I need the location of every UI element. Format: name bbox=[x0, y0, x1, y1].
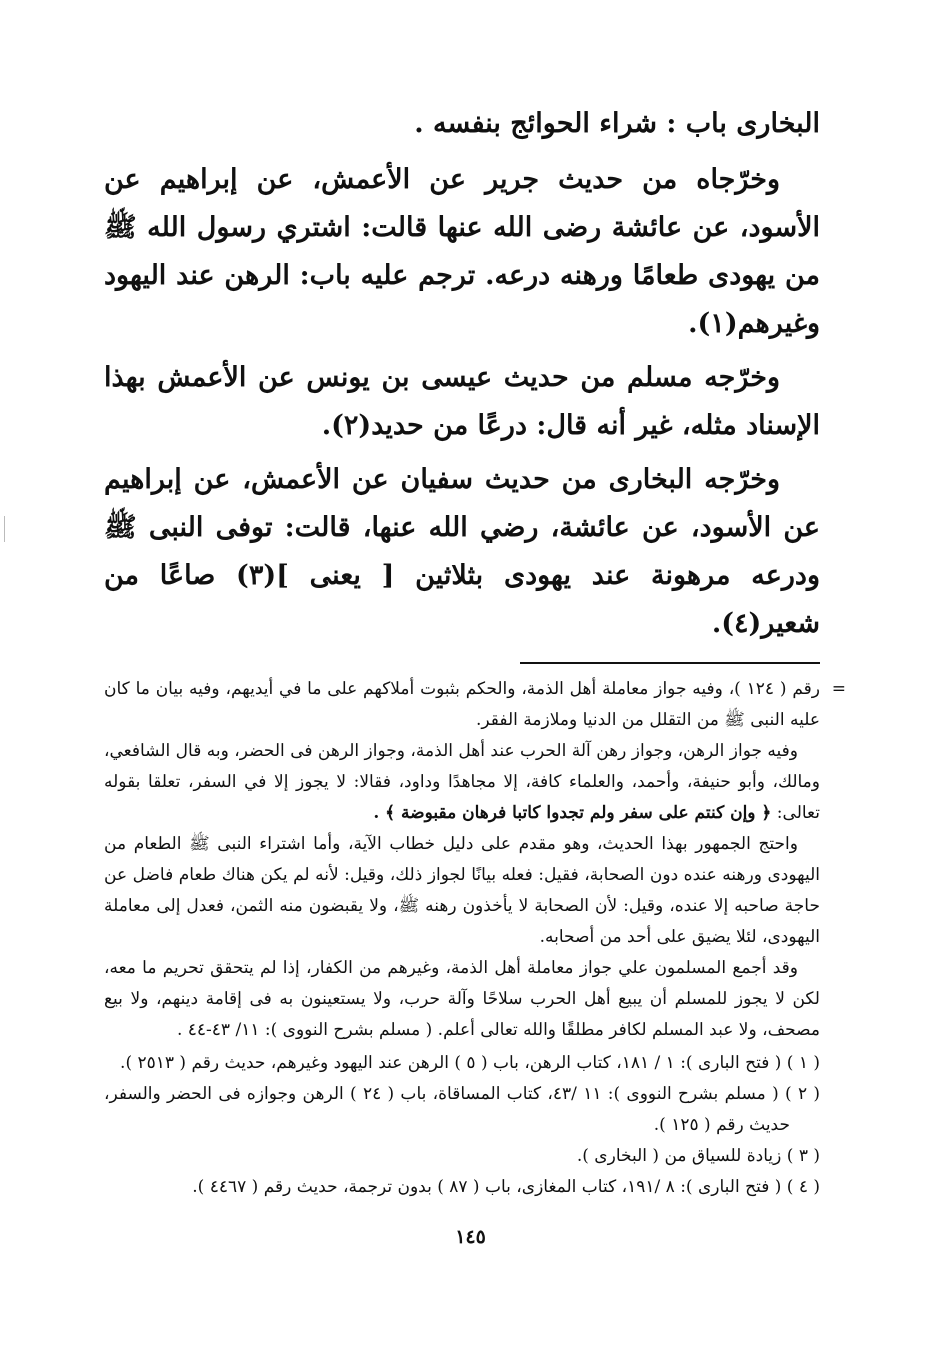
commentary-paragraph-3: واحتج الجمهور بهذا الحديث، وهو مقدم على دليل خطاب الآية، وأما اشتراء النبى ﷺ الطعام من اليهودى ورهنه عنده دون الصحابة، فقيل: فعله بيانًا لجواز ذلك، وقيل: لأنه لم يكن هناك طعام فاضل عن حاجة صاحبه إلا عنده، وقيل: لأن الصحابة لا يأخذون رهنه ﷺ، ولا يقبضون منه الثمن، فعدل إلى معاملة اليهودى، لئلا يضيق على أحد من أصحابه. bbox=[104, 834, 820, 947]
quran-verse: ﴿ وإن كنتم على سفر ولم تجدوا كاتبا فرهان مقبوضة ﴾ . bbox=[373, 803, 772, 823]
main-paragraph-1: وخرّجاه من حديث جرير عن الأعمش، عن إبراهيم عن الأسود، عن عائشة رضى الله عنها قالت: اشتري رسول الله ﷺ من يهودى طعامًا ورهنه درعه. ترجم عليه باب: الرهن عند اليهود وغيرهم(١). bbox=[104, 164, 820, 339]
footnote-2: ( ٢ ) ( مسلم بشرح النووى ): ١١ /٤٣، كتاب المساقاة، باب ( ٢٤ ) الرهن وجوازه فى الحضر والسفر، حديث رقم ( ١٢٥ ). bbox=[104, 1084, 821, 1135]
commentary-block bbox=[104, 674, 846, 1046]
main-text bbox=[104, 100, 820, 648]
footnote-3: ( ٣ ) زيادة للسياق من ( البخارى ). bbox=[576, 1146, 820, 1166]
page-number: ١٤٥ bbox=[455, 1226, 486, 1248]
main-paragraph-3: وخرّجه البخارى من حديث سفيان عن الأعمش، عن إبراهيم عن الأسود، عن عائشة، رضي الله عنها، قالت: توفى النبى ﷺ ودرعه مرهونة عند يهودى بثلاثين [ يعنى ](٣) صاعًا من شعير(٤). bbox=[104, 464, 820, 639]
scan-artifact bbox=[4, 516, 5, 542]
page-body bbox=[104, 100, 846, 1203]
continuation-mark: = bbox=[831, 679, 846, 699]
footnote-divider bbox=[520, 662, 820, 664]
commentary-paragraph-2 bbox=[104, 736, 820, 829]
commentary-paragraph-2-text: وفيه جواز الرهن، وجواز رهن آلة الحرب عند أهل الذمة، وجواز الرهن فى الحضر، وبه قال الشافعي، ومالك، وأبو حنيفة، وأحمد، والعلماء كافة، إلا مجاهدًا وداود، فقالا: لا يجوز إلا في السفر، تعلقا بقوله تعالى: bbox=[104, 741, 820, 823]
intro-line: البخارى باب : شراء الحوائج بنفسه . bbox=[414, 108, 820, 139]
footnote-4: ( ٤ ) ( فتح البارى ): ٨ /١٩١، كتاب المغازى، باب ( ٨٧ ) بدون ترجمة، حديث رقم ( ٤٤٦٧ ). bbox=[192, 1177, 820, 1197]
footnotes-list bbox=[104, 1048, 820, 1203]
commentary-paragraph-4: وقد أجمع المسلمون علي جواز معاملة أهل الذمة، وغيرهم من الكفار، إذا لم يتحقق تحريم ما معه، لكن لا يجوز للمسلم أن يبيع أهل الحرب سلاحًا وآلة حرب، ولا يستعينون به فى إقامة دينهم، ولا بيع مصحف، ولا عبد المسلم لكافر مطلقًا والله تعالى أعلم. ( مسلم بشرح النووى ): ١١/ ٤٣-٤٤ . bbox=[104, 958, 820, 1040]
commentary-paragraph-1: رقم ( ١٢٤ )، وفيه جواز معاملة أهل الذمة، والحكم بثبوت أملاكهم على ما في أيديهم، وفيه بيان ما كان عليه النبى ﷺ من التقلل من الدنيا وملازمة الفقر. bbox=[104, 679, 821, 730]
footnote-1: ( ١ ) ( فتح البارى ): ١ / ١٨١، كتاب الرهن، باب ( ٥ ) الرهن عند اليهود وغيرهم، حديث رقم ( ٢٥١٣ ). bbox=[120, 1053, 820, 1073]
main-paragraph-2: وخرّجه مسلم من حديث عيسى بن يونس عن الأعمش بهذا الإسناد مثله، غير أنه قال: درعًا من حديد(٢). bbox=[104, 362, 820, 441]
